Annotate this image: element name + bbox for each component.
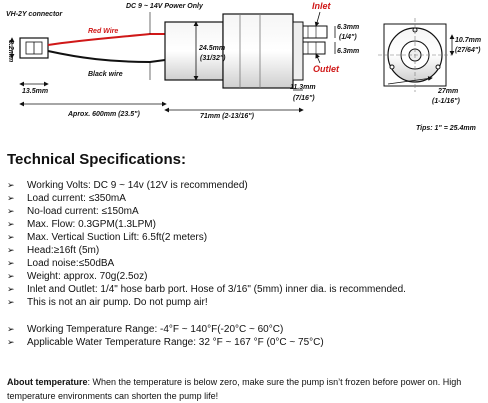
- spec-item: ➢ Head:≥16ft (5m): [7, 245, 100, 256]
- bullet-icon: ➢: [7, 207, 15, 217]
- wire-length-label: Aprox. 600mm (23.5"): [68, 111, 140, 118]
- spec-item: ➢ This is not an air pump. Do not pump air!: [7, 297, 208, 308]
- bullet-icon: ➢: [7, 233, 15, 243]
- bullet-icon: ➢: [7, 181, 15, 191]
- spec-item: ➢ Weight: approx. 70g(2.5oz): [7, 271, 148, 282]
- inlet-label: Inlet: [312, 1, 331, 11]
- spec-item: ➢ Load noise:≤50dBA: [7, 258, 115, 269]
- dim-6-3-b-label: 6.3mm: [337, 48, 360, 55]
- bullet-icon: ➢: [7, 246, 15, 256]
- dim-27-inch-label: (1-1/16"): [432, 98, 460, 105]
- bullet-icon: ➢: [7, 338, 15, 348]
- dim-11-3-label: 11.3mm: [290, 84, 316, 91]
- outlet-label: Outlet: [313, 64, 339, 74]
- bullet-icon: ➢: [7, 298, 15, 308]
- dim-10-7-inch-label: (27/64"): [455, 47, 481, 54]
- dim-11-3-inch-label: (7/16"): [293, 95, 315, 102]
- about-temperature-lead: About temperature: [7, 377, 88, 387]
- black-wire-label: Black wire: [88, 71, 123, 78]
- dim-8-2-label: 8.2mm: [7, 40, 14, 63]
- dim-10-7-label: 10.7mm: [455, 37, 482, 44]
- spec-item: ➢ Load current: ≤350mA: [7, 193, 126, 204]
- bullet-icon: ➢: [7, 259, 15, 269]
- tips-label: Tips: 1" = 25.4mm: [416, 125, 476, 132]
- dim-24-5-inch-label: (31/32"): [200, 55, 226, 62]
- pump-dimension-diagram: [0, 0, 488, 140]
- dim-6-3-a-label: 6.3mm: [337, 24, 360, 31]
- spec-item: ➢ Applicable Water Temperature Range: 32 °F ~ 167 °F (0°C ~ 75°C): [7, 337, 324, 348]
- about-temperature-note: [7, 375, 485, 403]
- dim-24-5-label: 24.5mm: [199, 45, 226, 52]
- bullet-icon: ➢: [7, 220, 15, 230]
- about-temperature-text: : When the temperature is below zero, make sure the pump isn’t frozen before power on. High temperature environments can shorten the pump life!: [7, 377, 462, 401]
- dim-27-label: 27mm: [438, 88, 459, 95]
- dim-71-label: 71mm (2-13/16"): [200, 113, 254, 120]
- red-wire-label: Red Wire: [88, 28, 119, 35]
- bullet-icon: ➢: [7, 272, 15, 282]
- power-label: DC 9 ~ 14V Power Only: [126, 3, 203, 10]
- connector-label: VH-2Y connector: [6, 11, 63, 18]
- spec-item: ➢ Working Volts: DC 9 ~ 14v (12V is recommended): [7, 180, 248, 191]
- spec-item: ➢ Max. Flow: 0.3GPM(1.3LPM): [7, 219, 156, 230]
- bullet-icon: ➢: [7, 325, 15, 335]
- connector-drawing: [20, 38, 48, 58]
- pump-body-drawing: [165, 14, 327, 88]
- dim-6-3-a-inch-label: (1/4"): [339, 34, 357, 41]
- bullet-icon: ➢: [7, 194, 15, 204]
- section-title: Technical Specifications:: [7, 151, 186, 168]
- spec-item: ➢ Inlet and Outlet: 1/4" hose barb port. Hose of 3/16" (5mm) inner dia. is recommended.: [7, 284, 406, 295]
- spec-item: ➢ No-load current: ≤150mA: [7, 206, 139, 217]
- dim-13-5-label: 13.5mm: [22, 88, 49, 95]
- spec-item: ➢ Max. Vertical Suction Lift: 6.5ft(2 meters): [7, 232, 208, 243]
- spec-item: ➢ Working Temperature Range: -4°F ~ 140°F(-20°C ~ 60°C): [7, 324, 284, 335]
- pump-end-view-drawing: [378, 18, 452, 92]
- bullet-icon: ➢: [7, 285, 15, 295]
